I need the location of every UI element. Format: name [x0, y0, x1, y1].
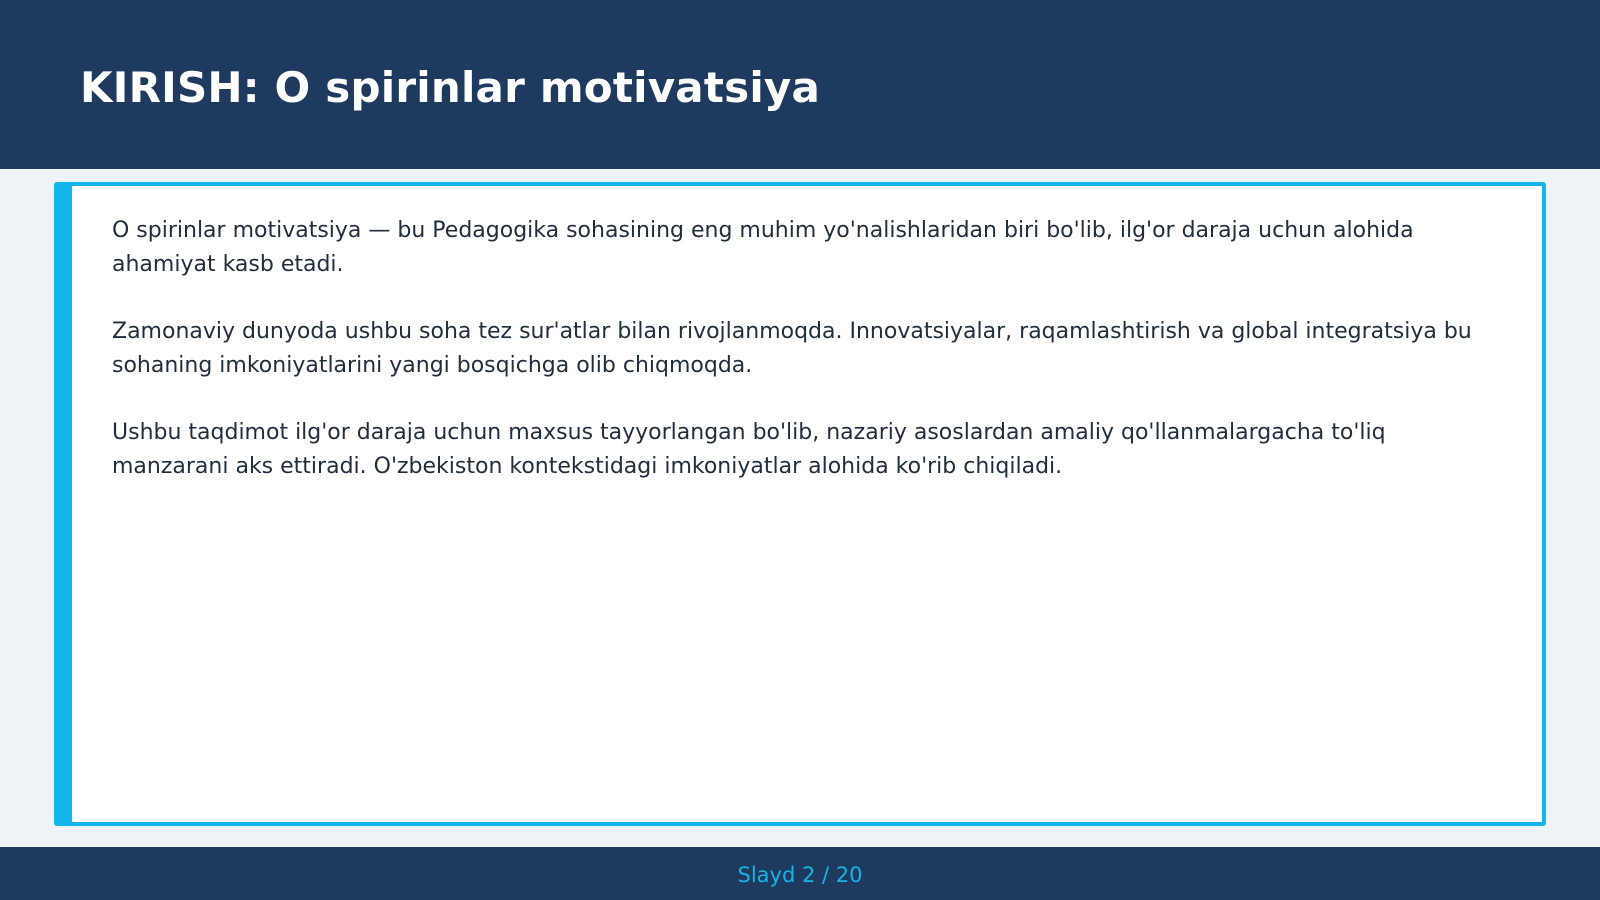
paragraph-1: O spirinlar motivatsiya — bu Pedagogika sohasining eng muhim yo'nalishlaridan biri bo'lib, ilg'or daraja uchun alohida ahamiyat kasb etadi. [112, 218, 1414, 277]
paragraph-3: Ushbu taqdimot ilg'or daraja uchun maxsus tayyorlangan bo'lib, nazariy asoslardan amaliy qo'llanmalargacha to'liq manzarani aks ettiradi. O'zbekiston kontekstidagi imkoniyatlar alohida ko'rib chiqiladi. [112, 420, 1386, 479]
paragraph-2: Zamonaviy dunyoda ushbu soha tez sur'atlar bilan rivojlanmoqda. Innovatsiyalar, raqamlashtirish va global integratsiya bu sohaning imkoniyatlarini yangi bosqichga olib chiqmoqda. [112, 319, 1472, 378]
slide-header [0, 0, 1600, 169]
content-text [112, 214, 1492, 517]
slide-number: Slayd 2 / 20 [737, 863, 863, 887]
content-panel [54, 182, 1546, 826]
slide-footer [0, 847, 1600, 900]
slide-title: KIRISH: O spirinlar motivatsiya [80, 63, 821, 112]
